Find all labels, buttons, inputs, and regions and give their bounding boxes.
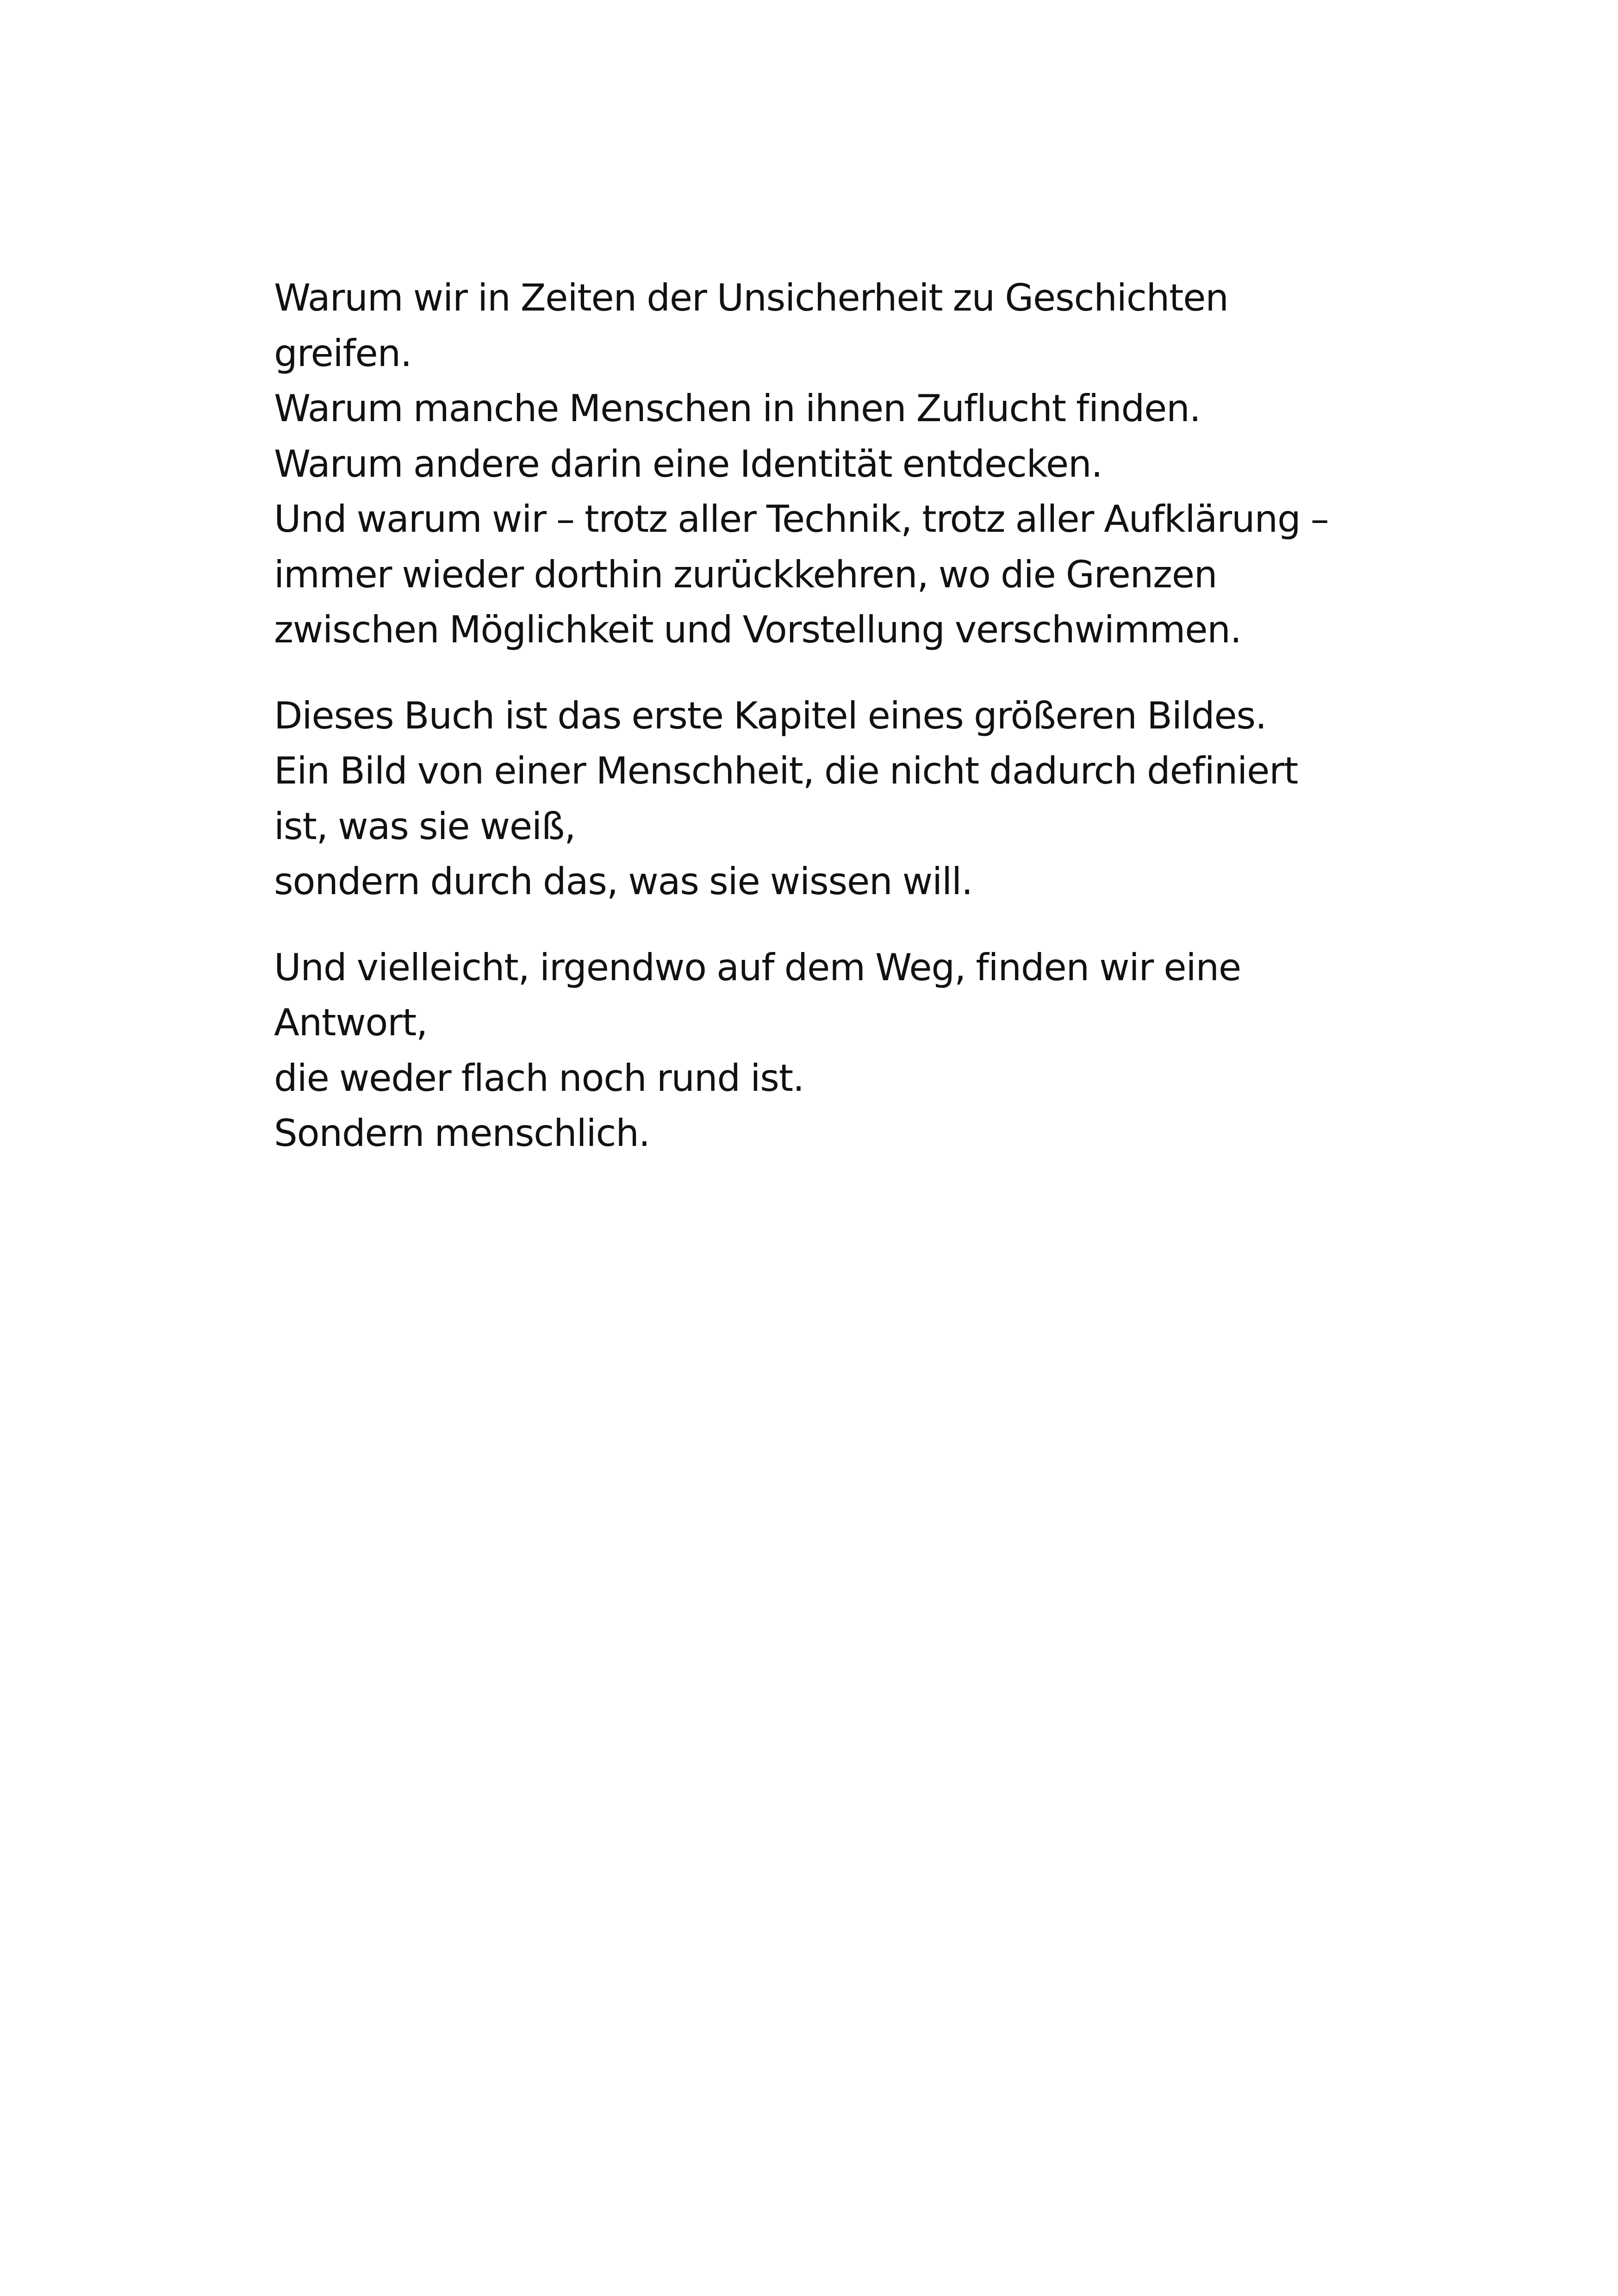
text-line: Dieses Buch ist das erste Kapitel eines größeren Bildes. [274, 694, 1267, 737]
text-line: greifen. [274, 331, 412, 375]
paragraph-3 [274, 940, 1375, 1161]
paragraph-1 [274, 270, 1375, 658]
text-line: Und vielleicht, irgendwo auf dem Weg, finden wir eine [274, 946, 1241, 989]
body-text [274, 270, 1375, 1161]
text-line: Und warum wir – trotz aller Technik, trotz aller Aufklärung – [274, 498, 1329, 541]
text-line: die weder flach noch rund ist. [274, 1056, 804, 1100]
text-line: ist, was sie weiß, [274, 804, 576, 848]
text-line: Warum andere darin eine Identität entdecken. [274, 442, 1102, 485]
text-line: sondern durch das, was sie wissen will. [274, 860, 973, 903]
text-line: Antwort, [274, 1001, 428, 1044]
text-line: zwischen Möglichkeit und Vorstellung verschwimmen. [274, 608, 1241, 651]
text-line: Sondern menschlich. [274, 1112, 650, 1155]
text-line: Warum manche Menschen in ihnen Zuflucht finden. [274, 387, 1201, 430]
paragraph-2 [274, 688, 1375, 909]
text-line: immer wieder dorthin zurückkehren, wo die Grenzen [274, 553, 1217, 596]
text-line: Ein Bild von einer Menschheit, die nicht dadurch definiert [274, 749, 1298, 792]
text-line: Warum wir in Zeiten der Unsicherheit zu Geschichten [274, 276, 1228, 319]
